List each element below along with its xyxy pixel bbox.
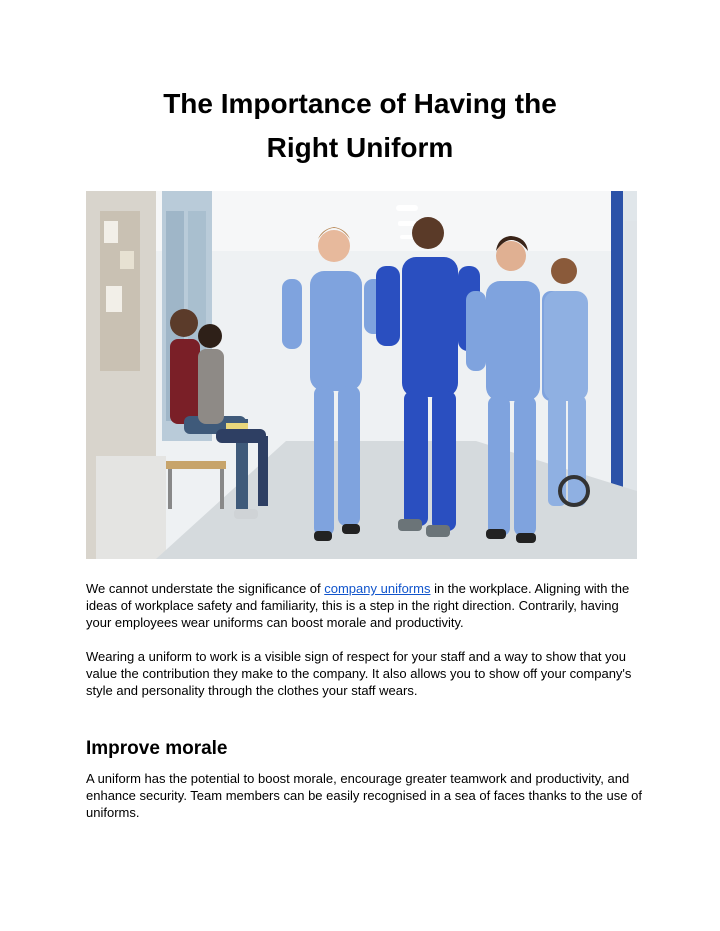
intro-text-after-link: in the workplace. Aligning with the ideas of workplace safety and familiarity, this is a step in the right direction. Contrarily, having your employees wear uniforms can boost morale and productivity. <box>86 581 630 630</box>
intro-text-before-link: We cannot understate the significance of <box>86 581 325 596</box>
company-uniforms-link[interactable]: company uniforms <box>324 581 431 596</box>
intro-paragraph <box>86 580 646 631</box>
respect-paragraph: Wearing a uniform to work is a visible sign of respect for your staff and a way to show that you value the contribution they make to the company. It also allows you to show off your company's style and personality through the clothes your staff wears. <box>86 649 632 698</box>
hero-photo-illustration <box>86 191 637 559</box>
section-heading-improve-morale: Improve morale <box>86 738 228 759</box>
page-title-line-1: The Importance of Having the <box>163 88 557 119</box>
hero-photo <box>86 191 637 559</box>
page-title <box>0 82 720 170</box>
page-title-line-2: Right Uniform <box>266 132 454 163</box>
improve-morale-paragraph: A uniform has the potential to boost morale, encourage greater teamwork and productivity, and enhance security. Team members can be easily recognised in a sea of faces thanks to the use of uniforms. <box>86 771 642 820</box>
